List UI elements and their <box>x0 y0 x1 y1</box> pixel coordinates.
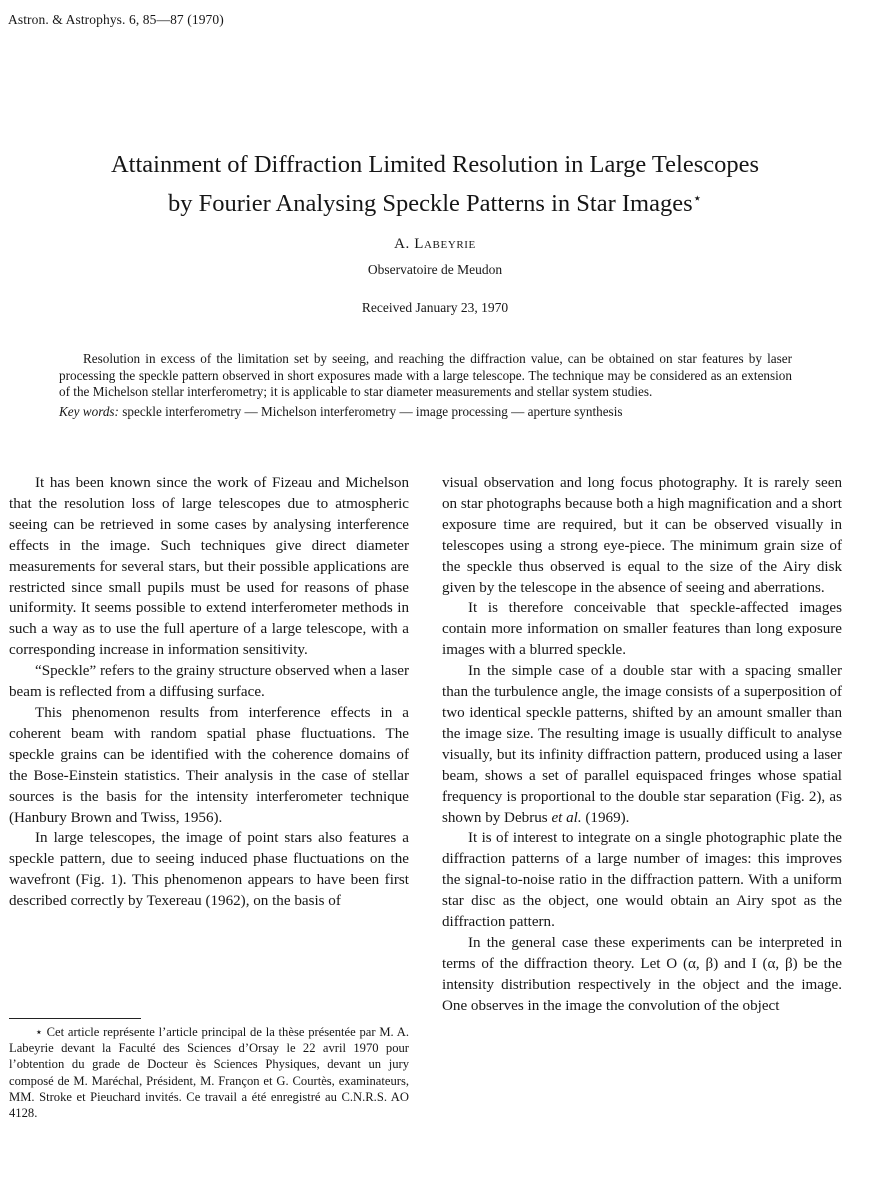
left-paragraph-4: In large telescopes, the image of point stars also features a speckle pattern, due to seeing induced phase fluctuations on the wavefront (Fig. 1). This phenomenon appears to have been first described correctly by Texereau (1962), on the basis of <box>9 830 409 910</box>
right-paragraph-5: In the general case these experiments can be interpreted in terms of the diffraction theory. Let O (α, β) and I (α, β) be the intensity distribution respectively in the object and the image. One observes in the image the convolution of the object <box>442 934 842 1014</box>
right-paragraph-3-end: (1969). <box>581 809 630 826</box>
left-paragraph-3: This phenomenon results from interference effects in a coherent beam with random spatial phase fluctuations. The speckle grains can be identified with the coherence domains of the Bose-Einstein statistics. Their analysis in the case of stellar sources is the basis for the intensity interferometer technique (Hanbury Brown and Twiss, 1956). <box>9 704 409 826</box>
left-paragraph-2: “Speckle” refers to the grainy structure observed when a laser beam is reflected from a diffusing surface. <box>9 663 409 701</box>
author <box>0 236 870 253</box>
affiliation: Observatoire de Meudon <box>367 262 503 277</box>
footnote-rule <box>9 1018 141 1019</box>
right-column <box>442 473 842 1017</box>
right-paragraph-continued: visual observation and long focus photography. It is rarely seen on star photographs because both a high magnification and a short exposure time are required, but it can be observed visually in telescopes using a strong eye-piece. The minimum grain size of the speckle thus observed is equal to the size of the Airy disk given by the telescope in the absence of seeing and aberrations. <box>442 475 842 596</box>
received-date: Received January 23, 1970 <box>361 300 509 315</box>
right-paragraph-4: It is of interest to integrate on a single photographic plate the diffraction patterns of a large number of images: this improves the signal-to-noise ratio in the diffraction pattern. With a uniform star disc as the object, one would obtain an Airy spot as the diffraction pattern. <box>442 830 842 931</box>
footnote-text: ⋆ Cet article représente l’article principal de la thèse présentée par M. A. Labeyrie devant la Faculté des Sciences d’Orsay le 22 avril 1970 pour l’obtention du grade de Docteur ès Sciences Physiques, devant un jury composé de M. Maréchal, Président, M. Françon et G. Courtès, examinateurs, MM. Stroke et Pieuchard invités. Ce travail a été enregistré au C.N.R.S. AO 4128. <box>9 1025 409 1121</box>
right-paragraph-3-text: In the simple case of a double star with a spacing smaller than the turbulence angle, the image consists of a superposition of two identical speckle patterns, shifted by an amount smaller than the image size. The resulting image is usually difficult to analyse visually, but its infinity diffraction pattern, produced using a laser beam, shows a set of parallel equispaced fringes whose spatial frequency is proportional to the double star separation (Fig. 2), as shown by Debrus <box>442 663 842 826</box>
et-al: et al. <box>551 809 582 826</box>
title-line-2-text: by Fourier Analysing Speckle Patterns in Star Images <box>167 190 693 217</box>
abstract-text: Resolution in excess of the limitation set by seeing, and reaching the diffraction value, can be obtained on star features by laser processing the speckle pattern observed in short exposures made with a large telescope. The technique may be considered as an extension of the Michelson stellar interferometry; it is applicable to star diameter measurements and stellar system studies. <box>59 351 792 400</box>
journal-reference: Astron. & Astrophys. 6, 85—87 (1970) <box>8 12 224 27</box>
author-initial: A. <box>394 236 415 252</box>
footnote <box>9 1024 409 1121</box>
title-footnote-mark: ⋆ <box>692 191 702 207</box>
right-paragraph-2: It is therefore conceivable that speckle-affected images contain more information on smaller features than long exposure images with a blurred speckle. <box>442 600 842 659</box>
keywords-list: speckle interferometry — Michelson interferometry — image processing — aperture synthesis <box>118 403 623 419</box>
author-surname: Labeyrie <box>414 236 476 252</box>
title-line-2 <box>0 182 870 221</box>
right-paragraph-3 <box>442 661 842 828</box>
left-column <box>9 473 409 912</box>
title-line-1: Attainment of Diffraction Limited Resolution in Large Telescopes <box>110 151 760 178</box>
keywords <box>59 404 792 421</box>
paper-title <box>0 148 870 221</box>
keywords-label: Key words: <box>59 403 119 419</box>
abstract <box>59 351 792 420</box>
left-paragraph-1: It has been known since the work of Fizeau and Michelson that the resolution loss of large telescopes due to atmospheric seeing can be retrieved in some cases by analysing interference effects in the image. Such techniques give direct diameter measurements for several stars, but their possible applications are restricted since small pupils must be used for reasons of phase uniformity. It seems possible to extend interferometer methods in such a way as to use the full aperture of a large telescope, with a corresponding increase in information sensitivity. <box>9 475 409 659</box>
